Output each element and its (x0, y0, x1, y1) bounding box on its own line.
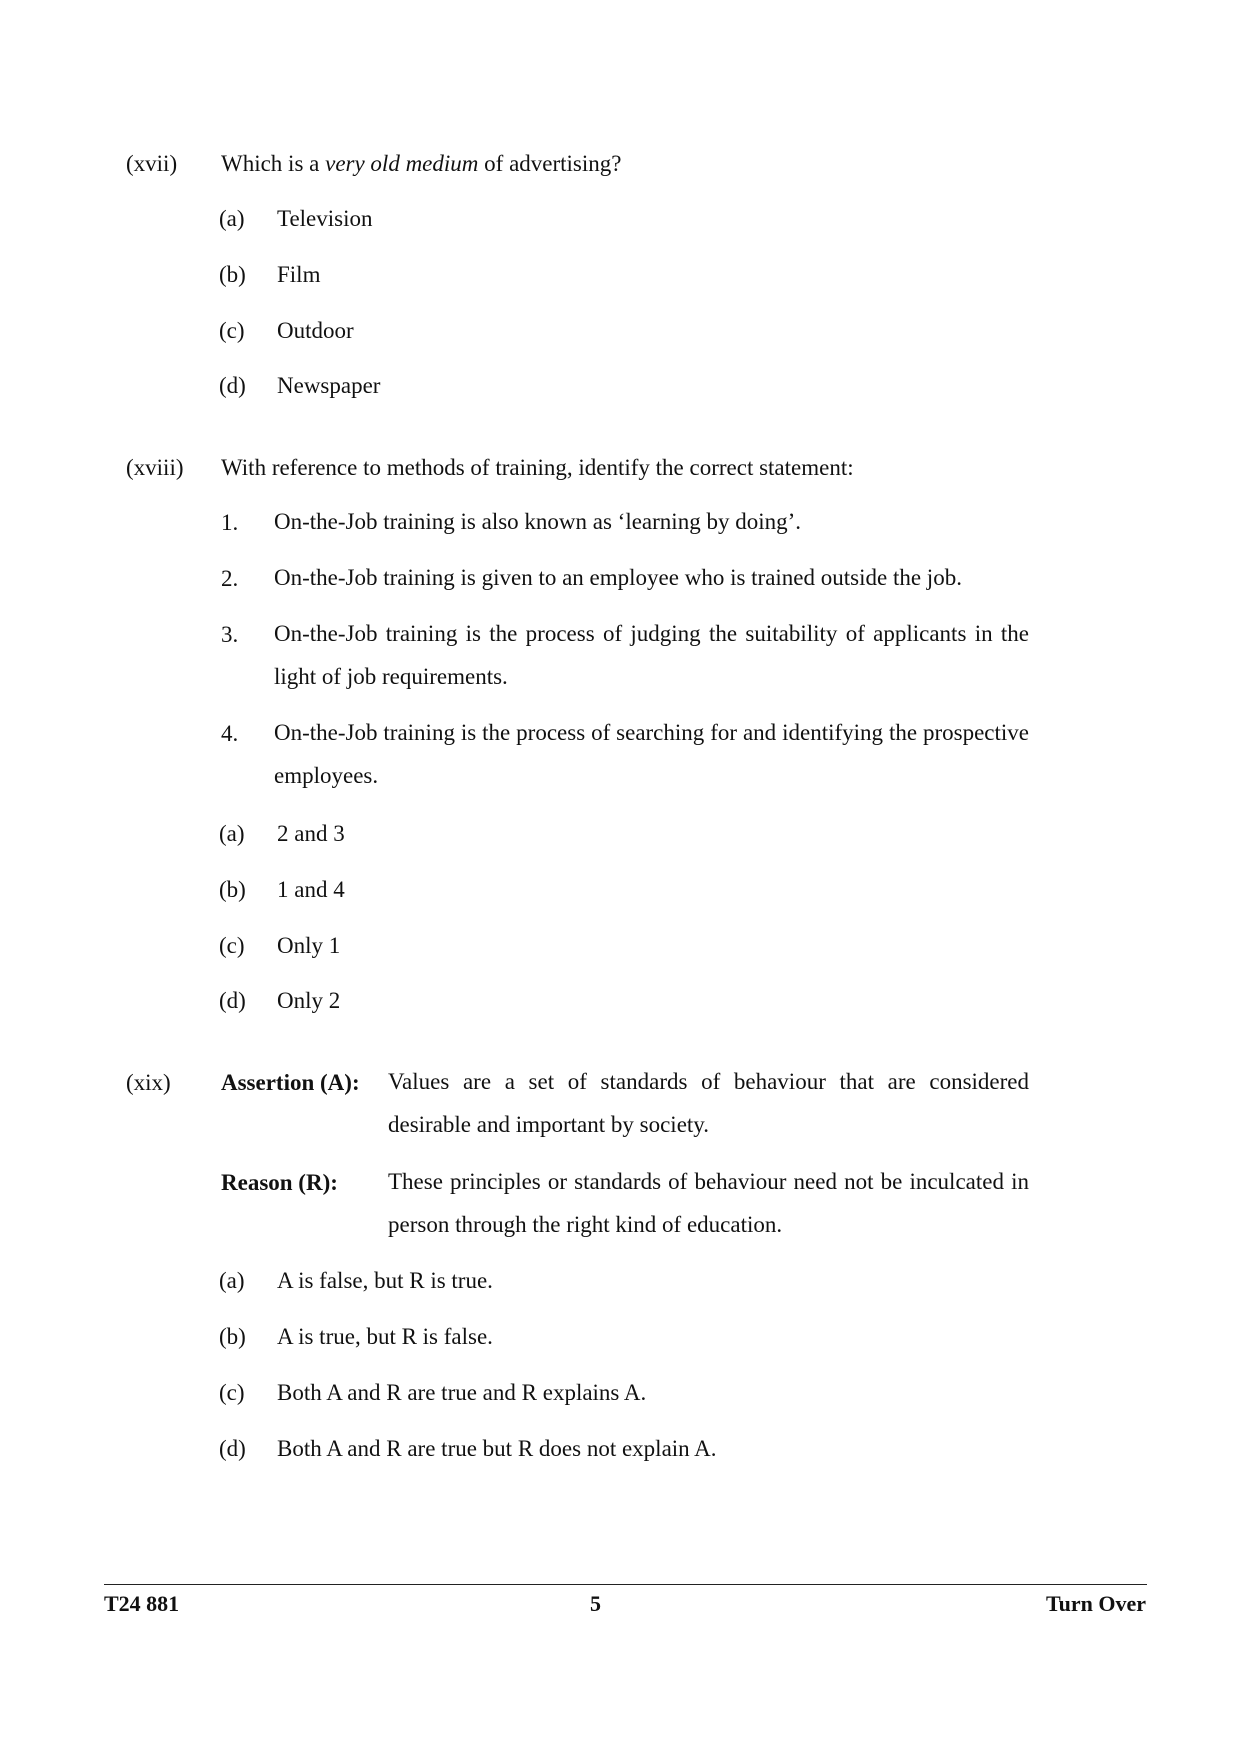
option-letter: (c) (219, 318, 245, 343)
option-letter: (b) (219, 1324, 246, 1349)
option-text: A is false, but R is true. (277, 1268, 493, 1293)
option-text: Television (277, 206, 373, 231)
option-text: Only 2 (277, 988, 341, 1013)
assertion-label: Assertion (A): (221, 1070, 360, 1095)
option-letter: (d) (219, 988, 246, 1013)
statement-text: On-the-Job training is the process of searching for and identifying the prospective employees. (274, 720, 1029, 788)
option-letter: (a) (219, 821, 245, 846)
reason-text: These principles or standards of behaviour need not be inculcated in person through the right kind of education. (388, 1169, 1029, 1237)
statement-text: On-the-Job training is given to an employee who is trained outside the job. (274, 565, 962, 590)
option-letter: (a) (219, 1268, 245, 1293)
question-number: (xvii) (126, 151, 178, 176)
paper-code: T24 881 (104, 1591, 180, 1616)
option-text: Film (277, 262, 321, 287)
option-text: Both A and R are true and R explains A. (277, 1380, 647, 1405)
reason-label: Reason (R): (221, 1170, 338, 1195)
statement-number: 4. (221, 721, 239, 746)
page-number: 5 (590, 1591, 601, 1616)
assertion-text: Values are a set of standards of behaviour that are considered desirable and important by society. (388, 1069, 1029, 1137)
statement-text: On-the-Job training is also known as ‘learning by doing’. (274, 509, 801, 534)
option-text: 2 and 3 (277, 821, 345, 846)
option-letter: (d) (219, 373, 246, 398)
option-letter: (d) (219, 1436, 246, 1461)
statement-number: 3. (221, 622, 239, 647)
question-text: With reference to methods of training, identify the correct statement: (221, 455, 854, 480)
option-letter: (a) (219, 206, 245, 231)
option-text: Only 1 (277, 933, 341, 958)
option-letter: (b) (219, 262, 246, 287)
statement-text: On-the-Job training is the process of judging the suitability of applicants in the light of job requirements. (274, 621, 1029, 689)
option-text: A is true, but R is false. (277, 1324, 493, 1349)
option-text: Outdoor (277, 318, 354, 343)
option-text: Newspaper (277, 373, 381, 398)
option-letter: (c) (219, 1380, 245, 1405)
option-text: 1 and 4 (277, 877, 345, 902)
question-text: Which is a very old medium of advertising? (221, 151, 622, 176)
statement-number: 2. (221, 566, 239, 591)
turn-over-label: Turn Over (1045, 1591, 1146, 1616)
statement-number: 1. (221, 510, 239, 535)
option-letter: (b) (219, 877, 246, 902)
option-letter: (c) (219, 933, 245, 958)
question-number: (xix) (126, 1070, 171, 1095)
footer-divider (104, 1584, 1147, 1585)
option-text: Both A and R are true but R does not explain A. (277, 1436, 717, 1461)
question-number: (xviii) (126, 455, 184, 480)
